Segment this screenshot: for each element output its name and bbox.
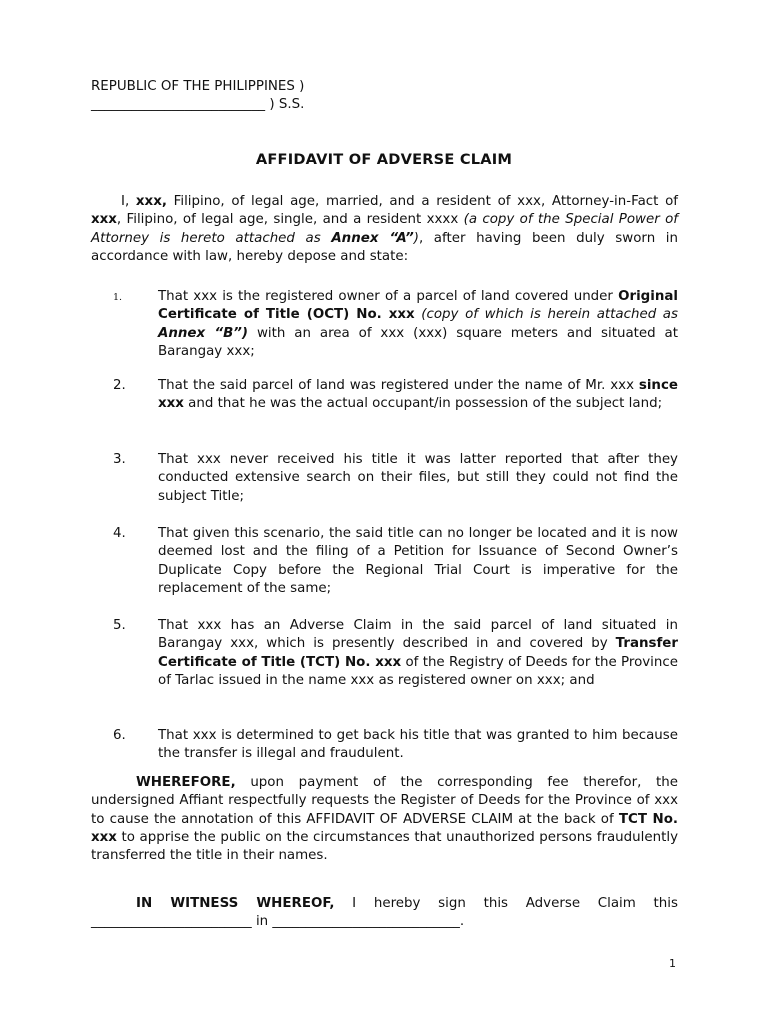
- item-text: That xxx has an Adverse Claim in the said parcel of land situated in Barangay xxx, which is presently described in and covered by Transfer Certificate of Title (TCT) No. xxx of the Registry of Deeds for the Province of Tarlac issued in the name xxx as registered owner on xxx; and: [158, 618, 678, 688]
- item-text: That xxx never received his title it was latter reported that after they conducted extensive search on their files, but still they could not find the subject Title;: [158, 452, 678, 504]
- list-item: [91, 617, 678, 690]
- list-item: [91, 377, 678, 414]
- intro-paragraph: I, xxx, Filipino, of legal age, married, and a resident of xxx, Attorney-in-Fact of xxx, Filipino, of legal age, single, and a resident xxxx (a copy of the Special Power of Attorney is hereto attached as Annex “A”), after having been duly sworn in accordance with law, hereby depose and state:: [91, 194, 678, 264]
- item-text: That the said parcel of land was registered under the name of Mr. xxx since xxx and that he was the actual occupant/in possession of the subject land;: [158, 378, 678, 412]
- document-title: AFFIDAVIT OF ADVERSE CLAIM: [255, 151, 513, 168]
- list-item: [91, 451, 678, 506]
- venue-header: [91, 78, 681, 115]
- item-number: 5.: [113, 618, 126, 633]
- list-item: [91, 525, 678, 598]
- item-number: 6.: [113, 728, 126, 743]
- republic-line: REPUBLIC OF THE PHILIPPINES ): [91, 79, 305, 94]
- item-number: 2.: [113, 378, 126, 393]
- witness-paragraph: IN WITNESS WHEREOF, I hereby sign this Adverse Claim this ________________________ in ____________________________.: [91, 896, 678, 930]
- item-text: That xxx is the registered owner of a parcel of land covered under Original Certificate of Title (OCT) No. xxx (copy of which is herein attached as Annex “B”) with an area of xxx (xxx) square meters and situated at Barangay xxx;: [158, 289, 678, 359]
- page-number: 1: [669, 957, 676, 970]
- list-item: [91, 727, 678, 764]
- item-text: That xxx is determined to get back his title that was granted to him because the transfer is illegal and fraudulent.: [158, 728, 678, 762]
- item-text: That given this scenario, the said title can no longer be located and it is now deemed lost and the filing of a Petition for Issuance of Second Owner’s Duplicate Copy before the Regional Trial Court is imperative for the replacement of the same;: [158, 526, 678, 596]
- item-number: 1.: [113, 292, 123, 303]
- wherefore-paragraph: WHEREFORE, upon payment of the corresponding fee therefor, the undersigned Affiant respectfully requests the Register of Deeds for the Province of xxx to cause the annotation of this AFFIDAVIT OF ADVERSE CLAIM at the back of TCT No. xxx to apprise the public on the circumstances that unauthorized persons fraudulently transferred the title in their names.: [91, 775, 678, 864]
- list-item: [91, 288, 678, 361]
- item-number: 3.: [113, 452, 126, 467]
- item-number: 4.: [113, 526, 126, 541]
- venue-blank-line: __________________________ ) S.S.: [91, 97, 305, 113]
